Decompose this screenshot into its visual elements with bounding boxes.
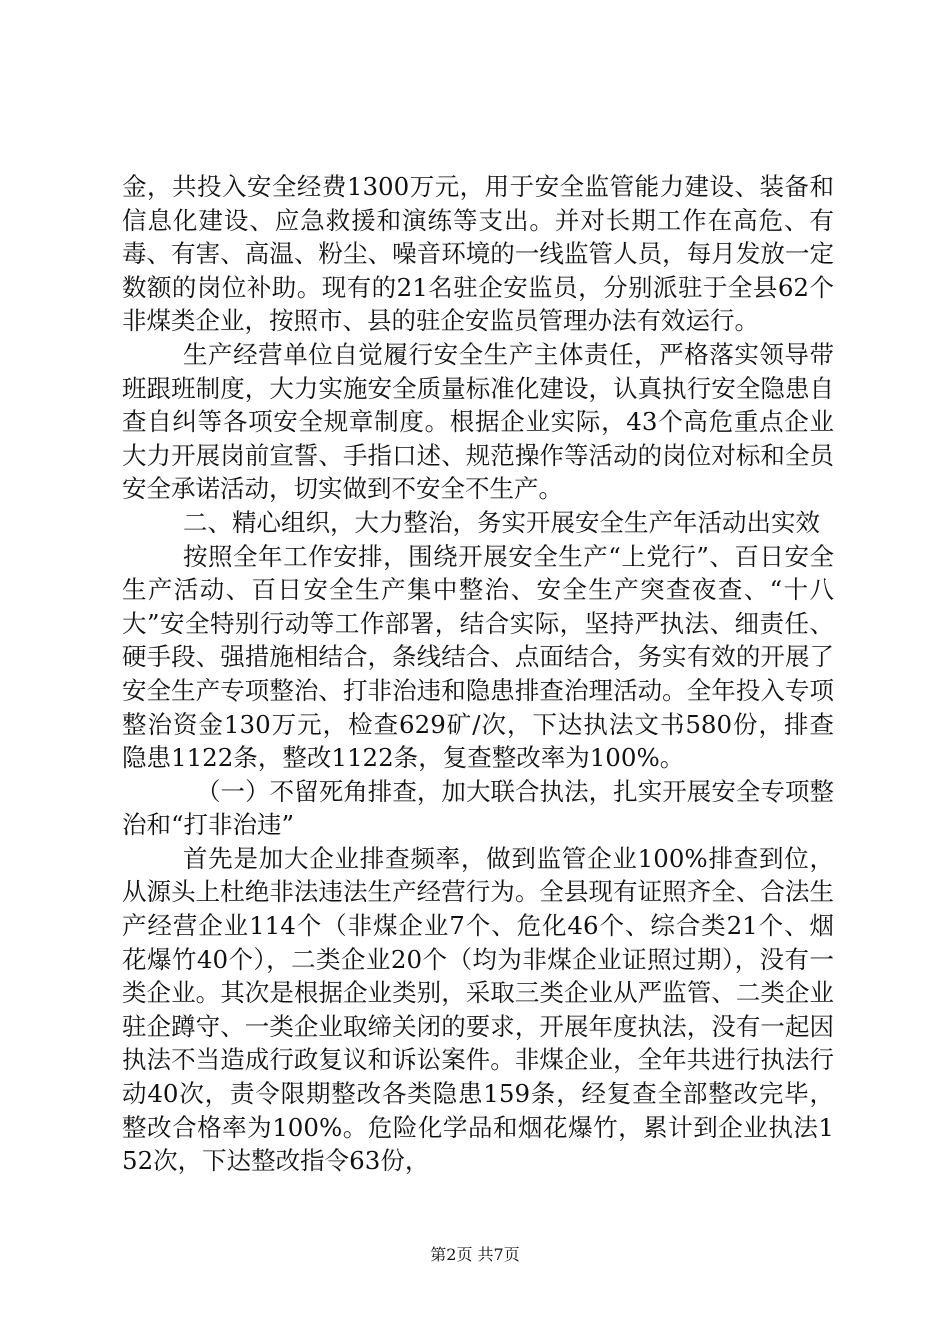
- section-heading-two: 二、精心组织，大力整治，务实开展安全生产年活动出实效: [183, 507, 820, 537]
- paragraph-continuation: 金，共投入安全经费1300万元，用于安全监管能力建设、装备和信息化建设、应急救援和演练等支出。并对长期工作在高危、有毒、有害、高温、粉尘、噪音环境的一线监管人员，每月发放一定数额的岗位补助。现有的21名驻企安监员，分别派驻于全县62个非煤类企业，按照市、县的驻企安监员管理办法有效运行。: [122, 172, 834, 336]
- paragraph-work-arrangement: 按照全年工作安排，围绕开展安全生产“上党行”、百日安全生产活动、百日安全生产集中整治、安全生产突查夜查、“十八大”安全特别行动等工作部署，结合实际，坚持严执法、细责任、硬手段、强措施相结合，条线结合、点面结合，务实有效的开展了安全生产专项整治、打非治违和隐患排查治理活动。全年投入专项整治资金130万元，检查629矿/次，下达执法文书580份，排查隐患1122条，整改1122条，复查整改率为100%。: [122, 541, 834, 773]
- paragraph-responsibility: 生产经营单位自觉履行安全生产主体责任，严格落实领导带班跟班制度，大力实施安全质量标准化建设，认真执行安全隐患自查自纠等各项安全规章制度。根据企业实际，43个高危重点企业大力开展岗前宣誓、手指口述、规范操作等活动的岗位对标和全员安全承诺活动，切实做到不安全不生产。: [122, 339, 834, 504]
- subsection-heading-one: （一）不留死角排查，加大联合执法，扎实开展安全专项整治和“打非治违”: [122, 776, 834, 840]
- document-body: [122, 170, 834, 1178]
- paragraph-inspection: 首先是加大企业排查频率，做到监管企业100%排查到位，从源头上杜绝非法违法生产经营行为。全县现有证照齐全、合法生产经营企业114个（非煤企业7个、危化46个、综合类21个、烟花爆竹40个），二类企业20个（均为非煤企业证照过期），没有一类企业。其次是根据企业类别，采取三类企业从严监管、二类企业驻企蹲守、一类企业取缔关闭的要求，开展年度执法，没有一起因执法不当造成行政复议和诉讼案件。非煤企业，全年共进行执法行动40次，责令限期整改各类隐患159条，经复查全部整改完毕，整改合格率为100%。危险化学品和烟花爆竹，累计到企业执法152次，下达整改指令63份，: [122, 843, 834, 1176]
- page-number-footer: 第2页 共7页: [430, 1245, 520, 1264]
